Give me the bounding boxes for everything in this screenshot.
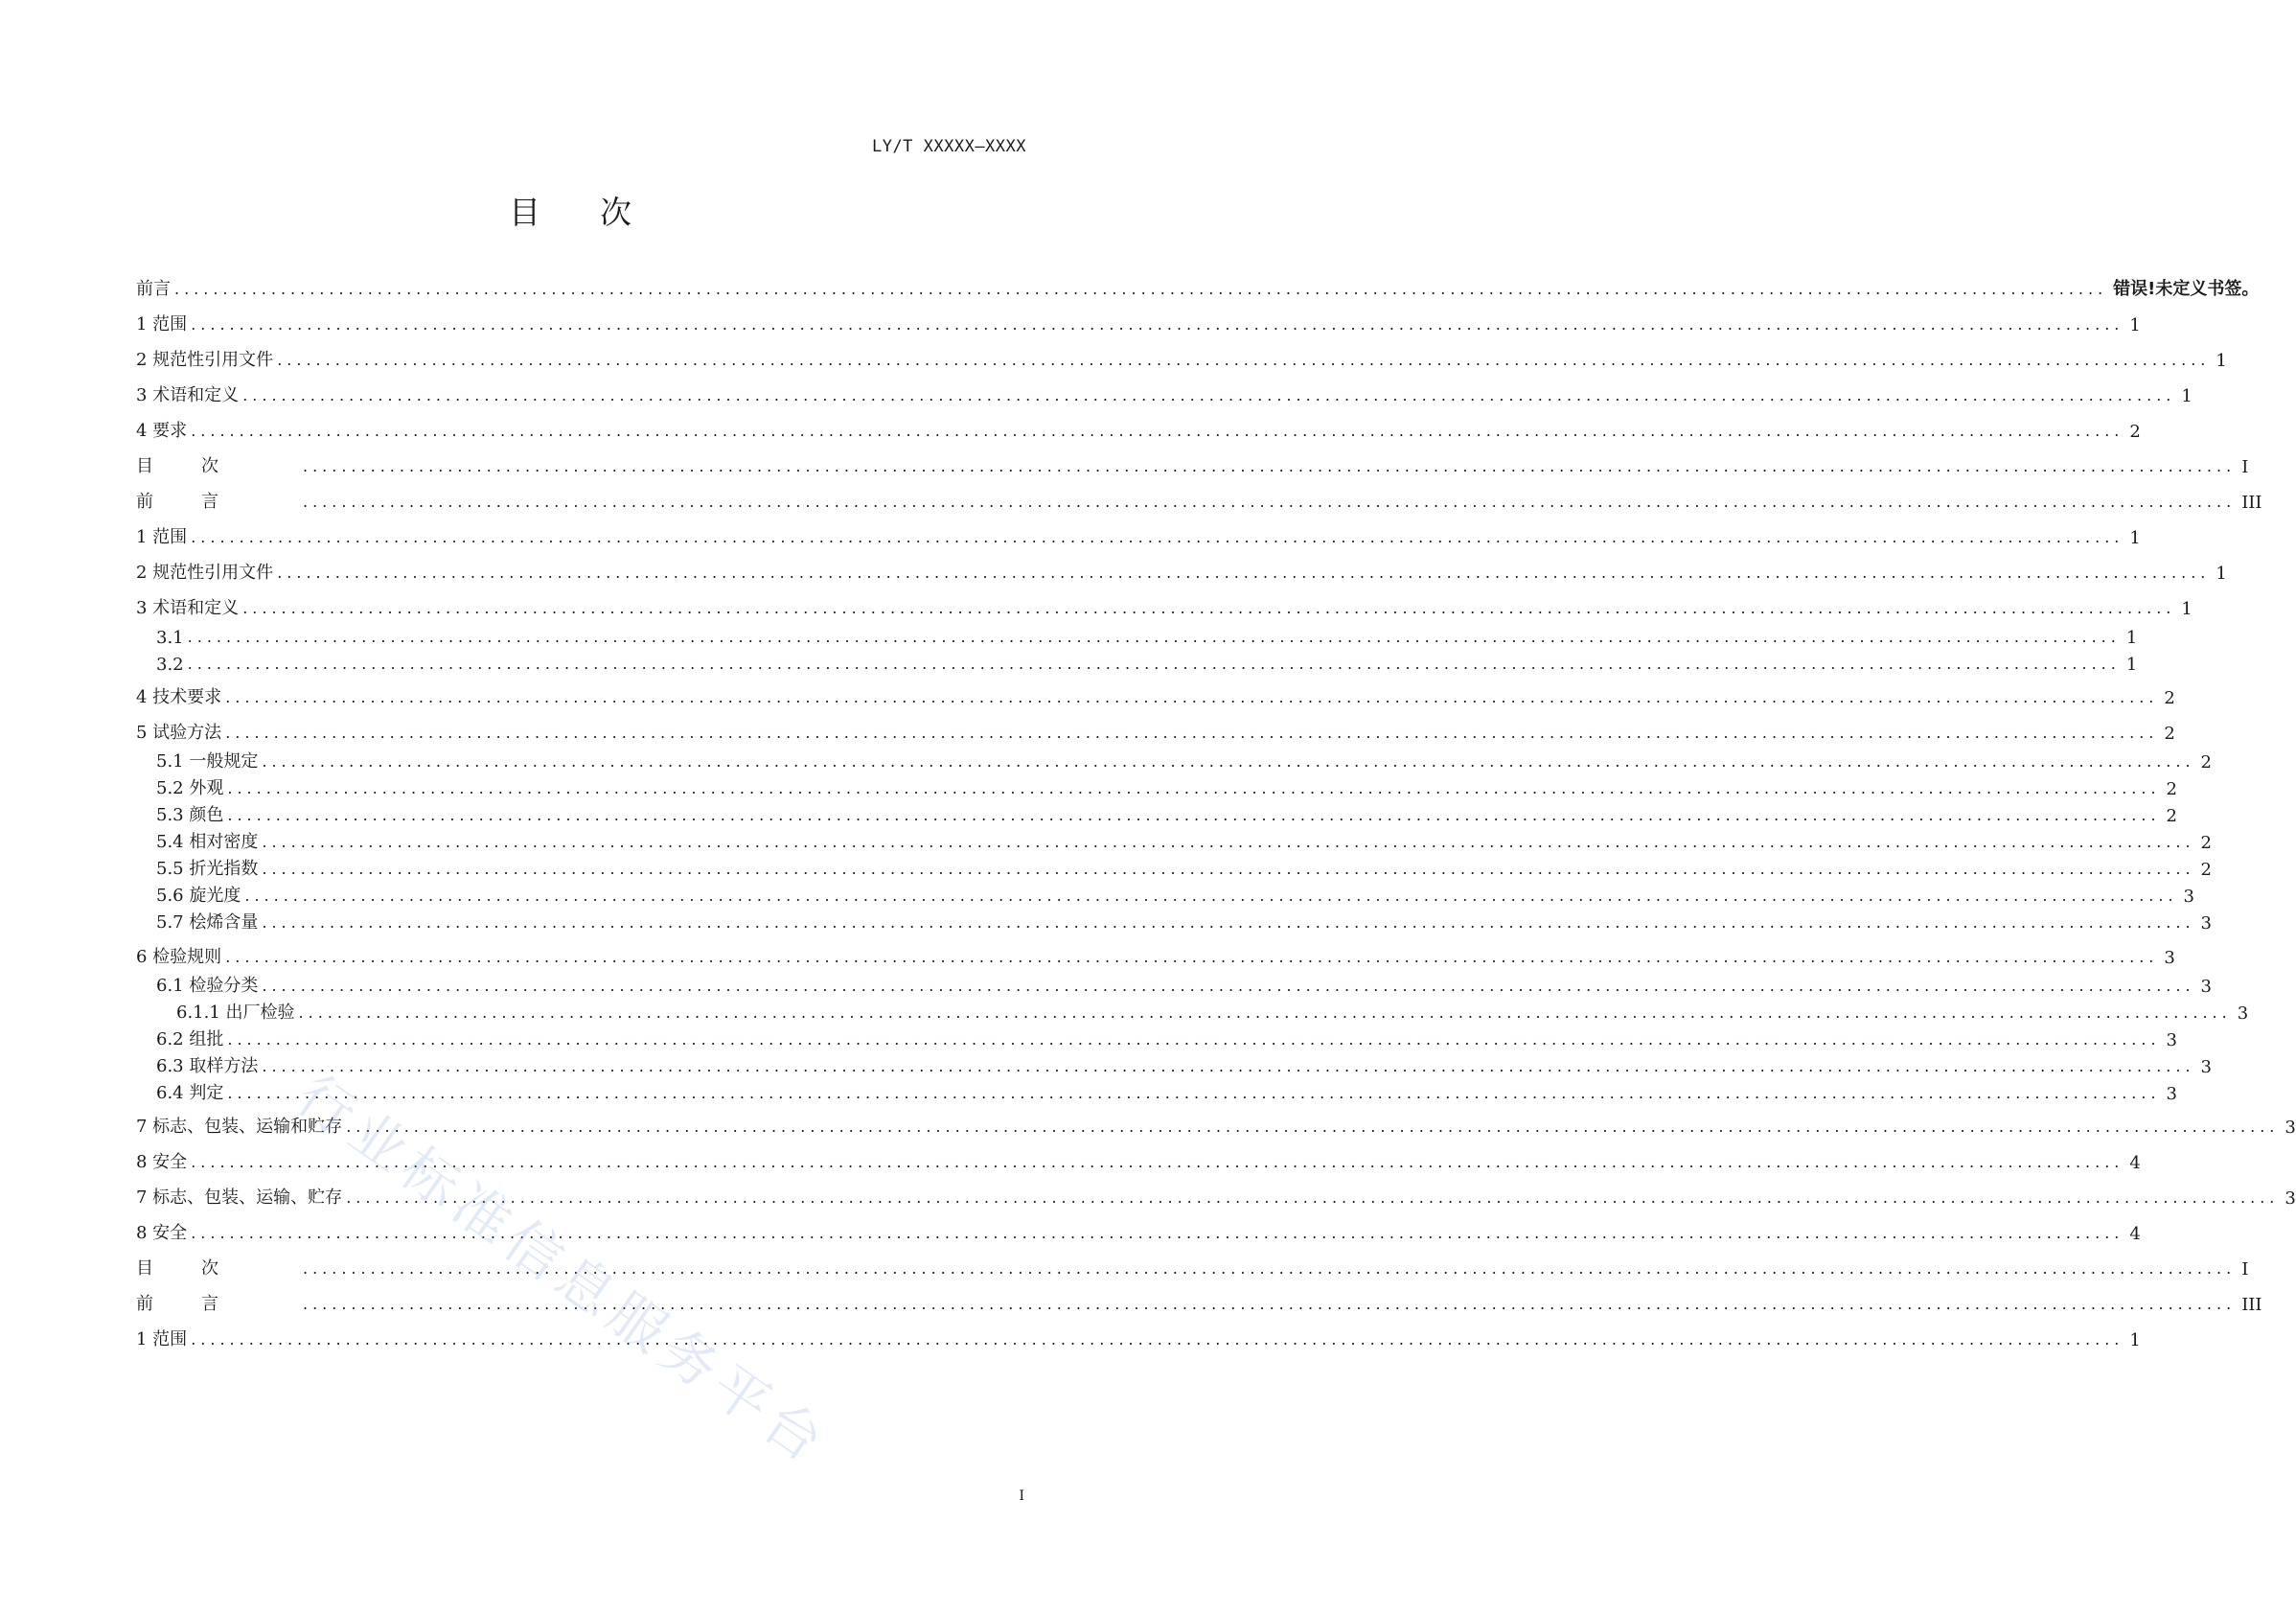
toc-entry-page: III — [2241, 1295, 2262, 1315]
toc-leader-dots: ........................................................................................................................................................................................................ — [191, 528, 2124, 546]
toc-leader-dots: ........................................................................................................................................................................................................ — [262, 1057, 2195, 1075]
standard-code: LY/T XXXXX—XXXX — [871, 137, 1026, 156]
toc-entry-page: 2 — [2200, 860, 2212, 880]
footer-page-number: I — [1019, 1488, 1024, 1504]
toc-entry[interactable] — [136, 882, 2194, 907]
toc-entry-label: 前言 — [136, 1294, 266, 1314]
toc-entry[interactable] — [136, 774, 2177, 799]
toc-entry[interactable] — [136, 1255, 2249, 1280]
toc-leader-dots: ........................................................................................................................................................................................................ — [191, 315, 2124, 334]
toc-entry[interactable] — [136, 855, 2212, 880]
toc-entry-label: 目次 — [136, 1258, 266, 1279]
toc-entry-label: 5.3 颜色 — [156, 805, 224, 825]
toc-leader-dots: ........................................................................................................................................................................................................ — [191, 1224, 2124, 1242]
toc-entry-page: 1 — [2216, 564, 2227, 584]
toc-entry-page: 2 — [2166, 779, 2177, 799]
toc-entry-page: 2 — [2200, 752, 2212, 772]
toc-leader-dots: ........................................................................................................................................................................................................ — [262, 860, 2195, 878]
toc-entry-label: 2 规范性引用文件 — [136, 350, 274, 370]
toc-entry-page: 1 — [2181, 599, 2193, 619]
toc-entry[interactable] — [136, 1184, 2296, 1209]
toc-entry-page: 2 — [2164, 724, 2175, 744]
toc-entry-page: 2 — [2164, 688, 2175, 708]
toc-entry[interactable] — [136, 909, 2212, 934]
toc-entry-page: 1 — [2125, 628, 2138, 648]
toc-entry-page: 1 — [2129, 315, 2141, 335]
toc-entry-label: 6 检验规则 — [136, 947, 222, 967]
toc-entry[interactable] — [136, 748, 2212, 772]
toc-entry-label: 5 试验方法 — [136, 723, 222, 743]
toc-entry-label: 3 术语和定义 — [136, 598, 240, 618]
toc-entry-page: 1 — [2129, 528, 2141, 548]
toc-entry[interactable] — [136, 1326, 2141, 1350]
toc-entry[interactable] — [136, 719, 2175, 744]
toc-entry[interactable] — [136, 523, 2141, 548]
toc-entry-label: 7 标志、包装、运输和贮存 — [136, 1117, 343, 1137]
toc-entry[interactable] — [136, 943, 2175, 968]
toc-leader-dots: ........................................................................................................................................................................................................ — [277, 351, 2211, 369]
toc-entry[interactable] — [136, 594, 2193, 619]
toc-entry[interactable] — [136, 1219, 2141, 1244]
toc-entry-page: 2 — [2129, 422, 2141, 442]
toc-entry-page: 错误!未定义书签。 — [2113, 279, 2260, 299]
toc-entry-label: 前言 — [136, 492, 266, 512]
toc-entry[interactable] — [136, 488, 2262, 513]
toc-entry-page: 4 — [2129, 1153, 2141, 1173]
toc-heading — [0, 188, 1140, 233]
toc-entry[interactable] — [136, 1113, 2296, 1138]
toc-leader-dots: ........................................................................................................................................................................................................ — [227, 806, 2161, 824]
toc-entry-page: III — [2241, 493, 2262, 513]
toc-entry-label: 目次 — [136, 456, 266, 476]
toc-entry[interactable] — [136, 417, 2141, 442]
toc-entry-page: 1 — [2129, 1330, 2141, 1350]
toc-entry-label: 5.4 相对密度 — [156, 832, 259, 852]
toc-entry-page: I — [2241, 457, 2249, 477]
toc-leader-dots: ........................................................................................................................................................................................................ — [262, 833, 2195, 851]
toc-leader-dots: ........................................................................................................................................................................................................ — [227, 1030, 2161, 1049]
toc-entry-page: 1 — [2181, 386, 2193, 406]
toc-entry[interactable] — [136, 683, 2175, 708]
toc-leader-dots: ........................................................................................................................................................................................................ — [242, 386, 2176, 404]
toc-leader-dots: ........................................................................................................................................................................................................ — [303, 1259, 2237, 1278]
toc-leader-dots: ........................................................................................................................................................................................................ — [225, 948, 2159, 966]
toc-entry-label: 5.7 桧烯含量 — [156, 912, 259, 933]
toc-entry-label: 4 技术要求 — [136, 687, 222, 707]
toc-entry-page: 2 — [2166, 806, 2177, 826]
toc-entry-label: 3 术语和定义 — [136, 385, 240, 405]
toc-entry-label: 8 安全 — [136, 1223, 188, 1243]
toc-entry-label: 6.2 组批 — [156, 1029, 224, 1049]
toc-entry-label: 7 标志、包装、运输、贮存 — [136, 1187, 343, 1208]
toc-leader-dots: ........................................................................................................................................................................................................ — [298, 1003, 2232, 1022]
toc-entry[interactable] — [136, 1148, 2141, 1173]
toc-entry-page: 3 — [2166, 1030, 2177, 1050]
toc-heading-char-1: 目 — [509, 194, 540, 231]
toc-leader-dots: ........................................................................................................................................................................................................ — [227, 1084, 2161, 1102]
toc-leader-dots: ........................................................................................................................................................................................................ — [227, 779, 2161, 797]
toc-entry[interactable] — [136, 381, 2193, 406]
toc-entry-page: 3 — [2183, 887, 2194, 907]
toc-entry-label: 5.2 外观 — [156, 778, 224, 798]
toc-entry-label: 1 范围 — [136, 314, 188, 334]
toc-entry[interactable] — [136, 828, 2212, 853]
toc-entry-label: 4 要求 — [136, 421, 188, 441]
toc-entry[interactable] — [136, 452, 2249, 477]
toc-entry-page: 3 — [2200, 913, 2212, 934]
toc-leader-dots: ........................................................................................................................................................................................................ — [225, 724, 2159, 742]
toc-entry-page: 1 — [2216, 351, 2227, 371]
toc-entry-label: 8 安全 — [136, 1152, 188, 1172]
toc-entry[interactable] — [136, 275, 2260, 300]
toc-leader-dots: ........................................................................................................................................................................................................ — [187, 628, 2121, 646]
toc-entry[interactable] — [136, 346, 2227, 371]
toc-entry-label: 6.4 判定 — [156, 1083, 224, 1103]
toc-leader-dots: ........................................................................................................................................................................................................ — [303, 493, 2237, 511]
toc-entry[interactable] — [136, 999, 2249, 1024]
toc-entry-label: 2 规范性引用文件 — [136, 563, 274, 583]
watermark: 行业标准信息服务平台 — [285, 1062, 841, 1479]
toc-entry[interactable] — [136, 1290, 2262, 1315]
toc-entry-label: 5.1 一般规定 — [156, 751, 259, 772]
toc-entry[interactable] — [136, 650, 2138, 675]
toc-leader-dots: ........................................................................................................................................................................................................ — [242, 599, 2176, 617]
toc-leader-dots: ........................................................................................................................................................................................................ — [191, 422, 2124, 440]
toc-entry-label: 6.1 检验分类 — [156, 976, 259, 996]
toc-leader-dots: ........................................................................................................................................................................................................ — [303, 1295, 2237, 1313]
toc-entry-page: 4 — [2129, 1224, 2141, 1244]
toc-entry-page: 3 — [2200, 1057, 2212, 1077]
toc-entry[interactable] — [136, 559, 2227, 584]
toc-entry-label: 6.3 取样方法 — [156, 1056, 259, 1076]
toc-entry-page: 3 — [2285, 1188, 2296, 1209]
toc-entry[interactable] — [136, 1026, 2177, 1050]
toc-entry-page: 3 — [2200, 977, 2212, 997]
toc-entry-page: 1 — [2125, 655, 2138, 675]
toc-entry[interactable] — [136, 623, 2138, 648]
toc-entry[interactable] — [136, 1052, 2212, 1077]
toc-entry-label: 6.1.1 出厂检验 — [176, 1003, 295, 1023]
toc-entry[interactable] — [136, 972, 2212, 997]
toc-entry-label: 3.1 — [156, 628, 184, 648]
toc-entry-label: 5.5 折光指数 — [156, 859, 259, 879]
toc-entry-page: 2 — [2200, 833, 2212, 853]
toc-leader-dots: ........................................................................................................................................................................................................ — [262, 977, 2195, 995]
toc-entry-page: I — [2241, 1259, 2249, 1280]
toc-leader-dots: ........................................................................................................................................................................................................ — [225, 688, 2159, 706]
toc-entry[interactable] — [136, 1079, 2177, 1104]
toc-leader-dots: ........................................................................................................................................................................................................ — [346, 1118, 2280, 1136]
toc-heading-char-2: 次 — [600, 194, 631, 231]
toc-leader-dots: ........................................................................................................................................................................................................ — [346, 1188, 2280, 1207]
toc-entry[interactable] — [136, 801, 2177, 826]
toc-entry-page: 3 — [2166, 1084, 2177, 1104]
toc-entry-page: 3 — [2164, 948, 2175, 968]
toc-leader-dots: ........................................................................................................................................................................................................ — [187, 655, 2121, 673]
toc-leader-dots: ........................................................................................................................................................................................................ — [244, 887, 2178, 905]
toc-entry-page: 3 — [2285, 1118, 2296, 1138]
toc-entry-label: 5.6 旋光度 — [156, 886, 241, 906]
toc-entry[interactable] — [136, 311, 2141, 335]
toc-entry-label: 3.2 — [156, 655, 184, 675]
toc-leader-dots: ........................................................................................................................................................................................................ — [262, 913, 2195, 932]
toc-leader-dots: ........................................................................................................................................................................................................ — [262, 752, 2195, 771]
toc-leader-dots: ........................................................................................................................................................................................................ — [277, 564, 2211, 582]
toc-entry-label: 1 范围 — [136, 1329, 188, 1349]
toc-entry-page: 3 — [2237, 1003, 2249, 1024]
toc-leader-dots: ........................................................................................................................................................................................................ — [174, 280, 2108, 298]
toc-entry-label: 前言 — [136, 279, 171, 299]
toc-entry-label: 1 范围 — [136, 527, 188, 547]
toc-leader-dots: ........................................................................................................................................................................................................ — [191, 1153, 2124, 1171]
toc-leader-dots: ........................................................................................................................................................................................................ — [303, 457, 2237, 475]
toc-leader-dots: ........................................................................................................................................................................................................ — [191, 1330, 2124, 1349]
